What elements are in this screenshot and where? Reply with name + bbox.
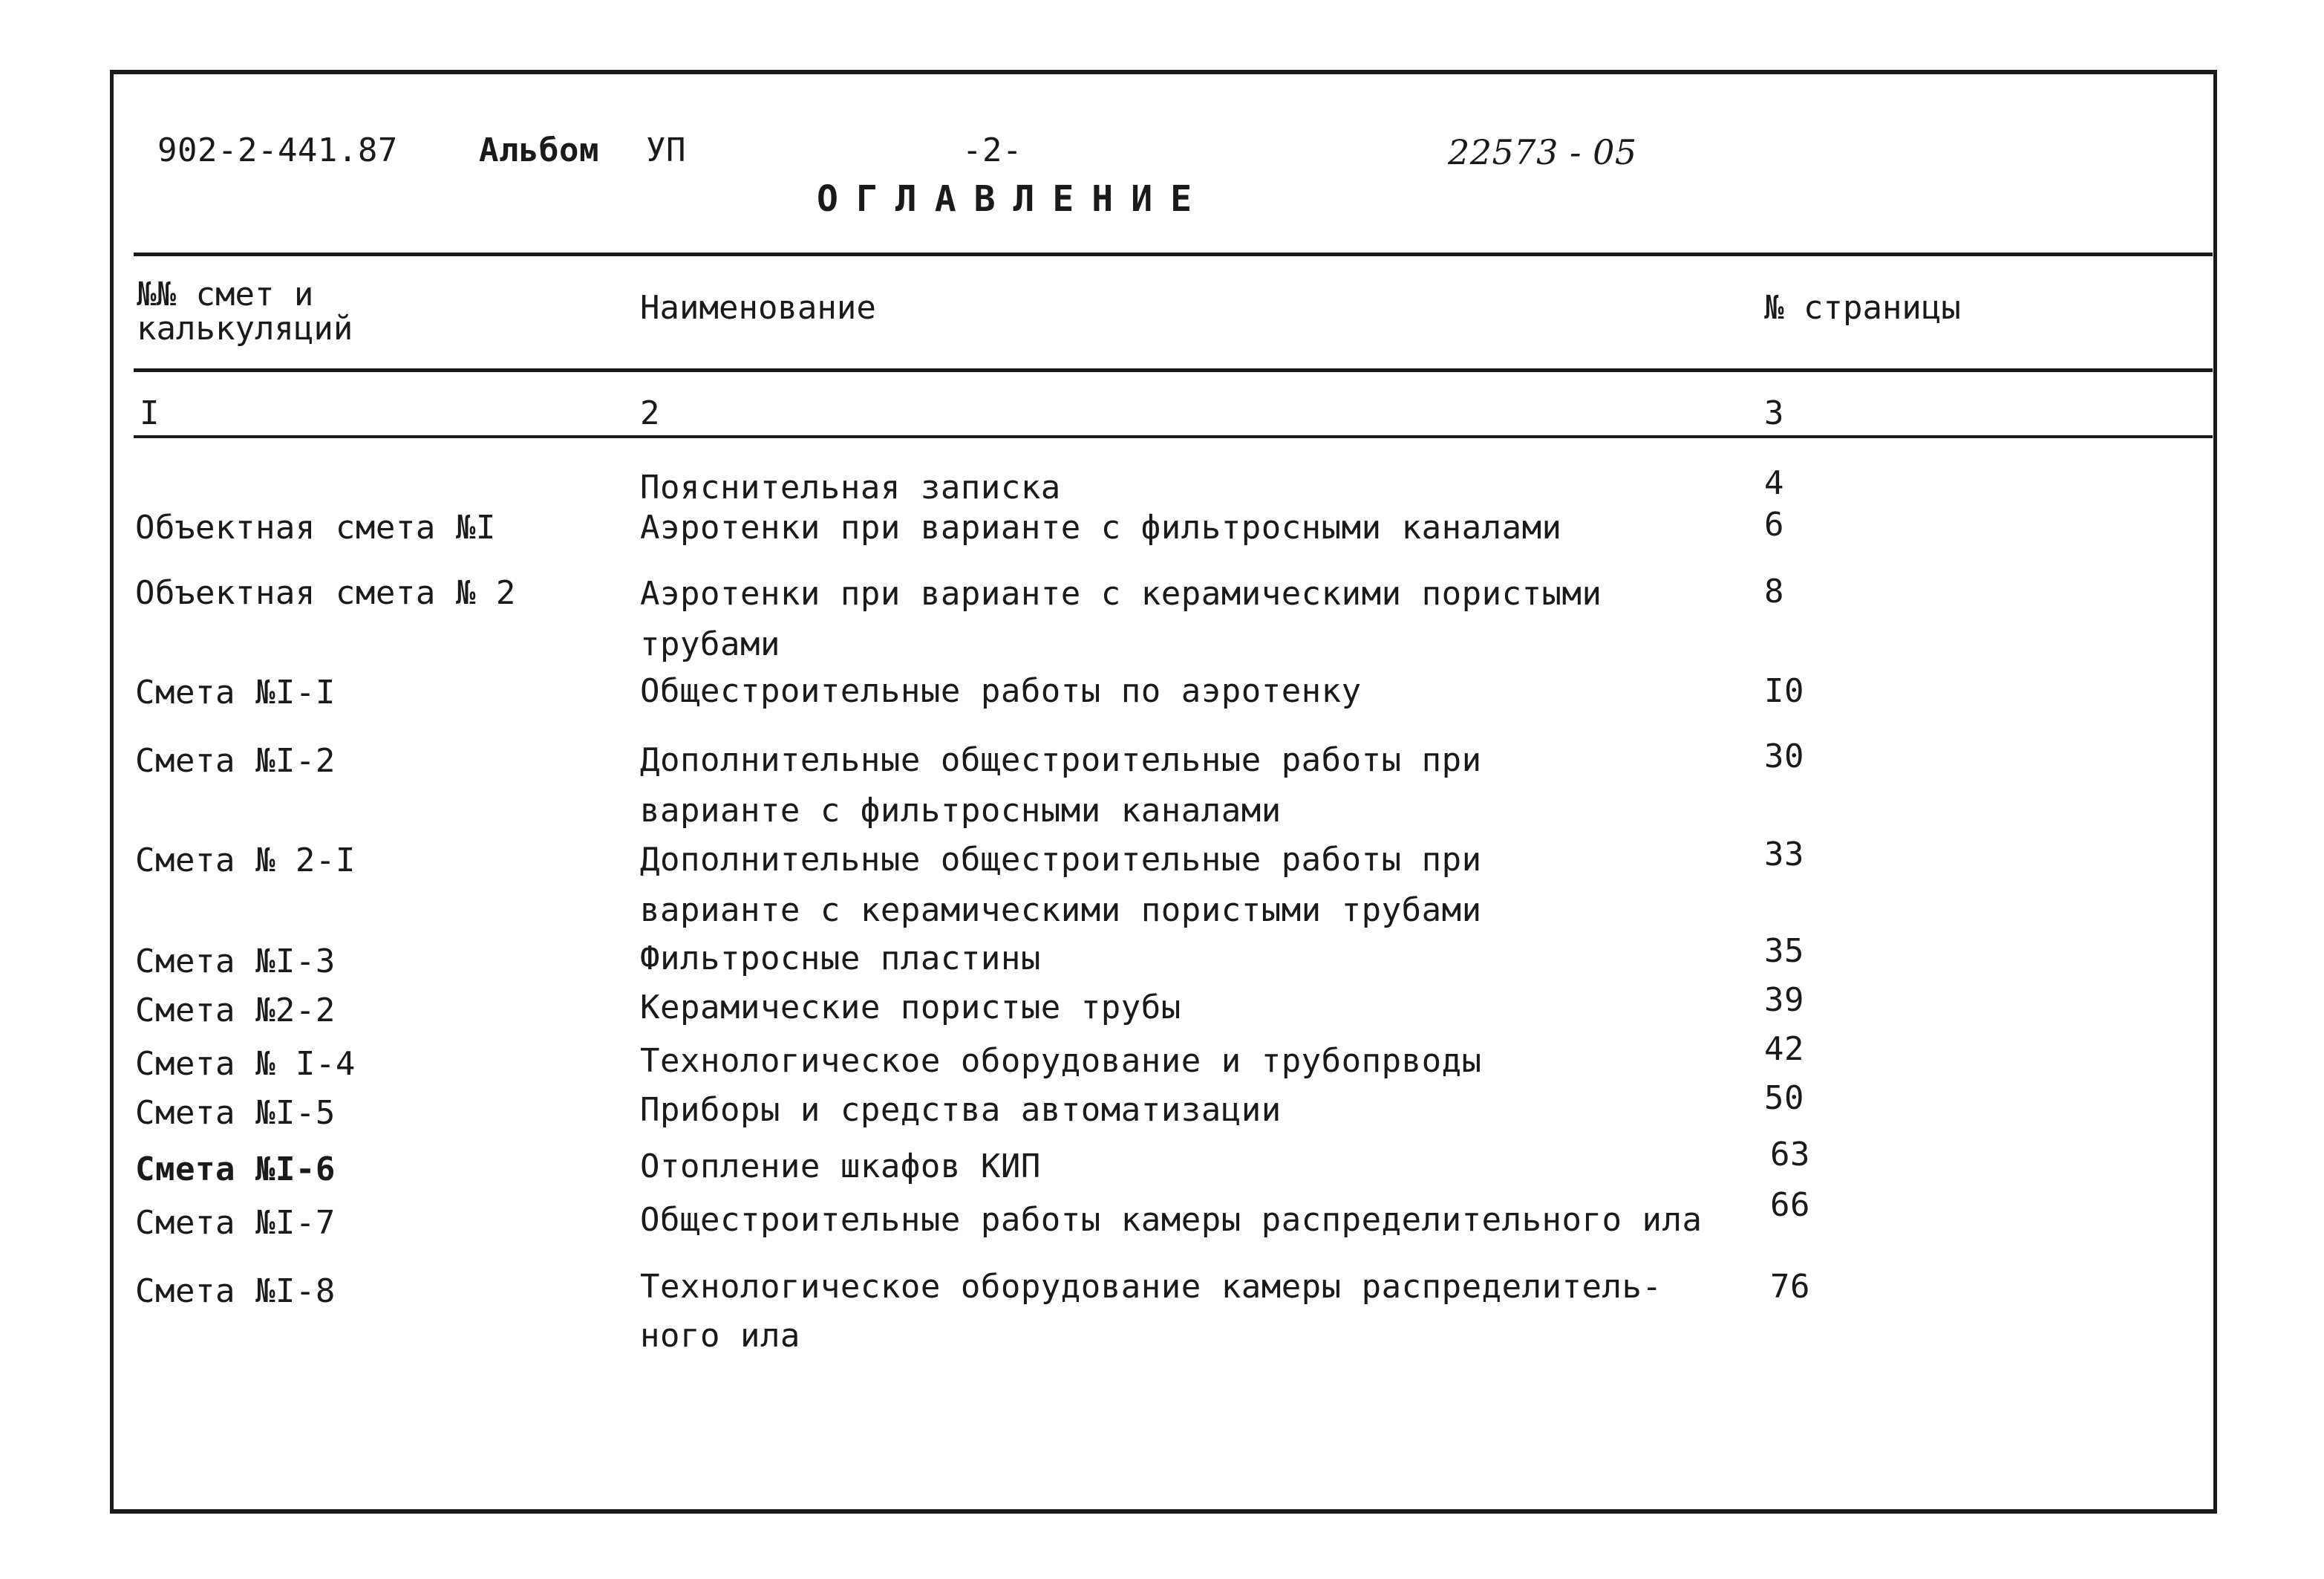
- row-2-page: 8: [1764, 573, 1784, 611]
- album-number: УП: [646, 131, 686, 169]
- row-6-name: Фильтросные пластины: [640, 940, 1041, 977]
- row-9-code: Смета №I-5: [135, 1094, 336, 1132]
- row-12-page: 76: [1770, 1268, 1810, 1306]
- row-10-page: 63: [1770, 1136, 1810, 1173]
- row-1-page: 6: [1764, 506, 1784, 544]
- row-10-name: Отопление шкафов КИП: [640, 1147, 1041, 1185]
- row-11-code: Смета №I-7: [135, 1204, 336, 1242]
- column-header-name: Наименование: [640, 289, 876, 327]
- row-7-name: Керамические пористые трубы: [640, 989, 1181, 1026]
- row-5-name: Дополнительные общестроительные работы при варианте с керамическими пористыми трубами: [640, 841, 1482, 929]
- row-9-name: Приборы и средства автоматизации: [640, 1091, 1282, 1129]
- row-12-code: Смета №I-8: [135, 1272, 336, 1310]
- doc-code: 902-2-441.87: [157, 131, 398, 169]
- row-11-name: Общестроительные работы камеры распределительного ила: [640, 1201, 1703, 1239]
- column-header-codes: №№ смет и калькуляций: [137, 276, 353, 348]
- row-7-page: 39: [1764, 981, 1804, 1019]
- row-6-code: Смета №I-3: [135, 942, 336, 980]
- row-11-page: 66: [1770, 1186, 1810, 1224]
- row-3-name: Общестроительные работы по аэротенку: [640, 672, 1362, 710]
- row-1-code: Объектная смета №I: [135, 509, 496, 547]
- row-4-page: 30: [1764, 738, 1804, 775]
- row-7-code: Смета №2-2: [135, 992, 336, 1029]
- row-0-page: 4: [1764, 464, 1784, 502]
- column-number-3: 3: [1764, 394, 1784, 432]
- row-8-code: Смета № I-4: [135, 1045, 356, 1083]
- registration-number: 22573 - 05: [1448, 132, 1637, 172]
- page-mark: -2-: [962, 131, 1022, 169]
- row-4-name: Дополнительные общестроительные работы при варианте с фильтросными каналами: [640, 741, 1482, 830]
- row-3-page: I0: [1764, 672, 1804, 710]
- header-bottom-rule: [134, 368, 2213, 372]
- column-number-2: 2: [640, 394, 660, 432]
- row-5-code: Смета № 2-I: [135, 841, 356, 879]
- row-3-code: Смета №I-I: [135, 674, 336, 712]
- row-1-name: Аэротенки при варианте с фильтросными каналами: [640, 509, 1562, 547]
- row-9-page: 50: [1764, 1079, 1804, 1117]
- table-top-rule: [134, 253, 2213, 256]
- row-12-name: Технологическое оборудование камеры распределитель- ного ила: [640, 1268, 1662, 1355]
- column-numbers-rule: [134, 435, 2213, 438]
- row-6-page: 35: [1764, 932, 1804, 970]
- row-5-page: 33: [1764, 836, 1804, 873]
- row-8-name: Технологическое оборудование и трубопрводы: [640, 1042, 1482, 1080]
- row-2-name: Аэротенки при варианте с керамическими пористыми трубами: [640, 575, 1602, 663]
- row-10-code: Смета №I-6: [135, 1150, 336, 1188]
- column-number-1: I: [140, 394, 160, 432]
- row-0-name: Пояснительная записка: [640, 469, 1061, 507]
- album-label: Альбом: [479, 131, 599, 169]
- row-8-page: 42: [1764, 1030, 1804, 1068]
- row-4-code: Смета №I-2: [135, 742, 336, 780]
- page-title: ОГЛАВЛЕНИЕ: [817, 178, 1210, 220]
- row-2-code: Объектная смета № 2: [135, 574, 516, 612]
- column-header-page: № страницы: [1764, 289, 1961, 327]
